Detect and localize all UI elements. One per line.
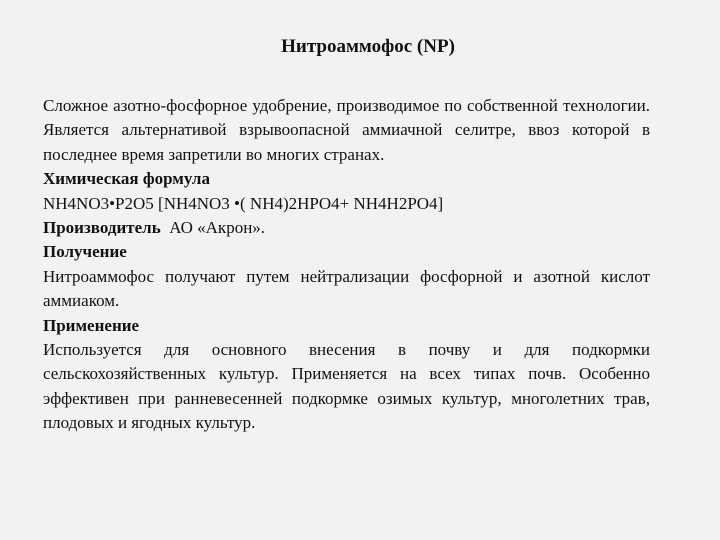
production-text: Нитроаммофос получают путем нейтрализации фосфорной и азотной кислот аммиаком. [43, 266, 650, 311]
usage-heading: Применение [43, 315, 140, 335]
producer-text: АО «Акрон». [169, 218, 266, 238]
intro-paragraph: Сложное азотно-фосфорное удобрение, производимое по собственной технологии. Является альтернативой взрывоопасной аммиачной селитре, ввоз которой в последнее время запретили во многих странах. [43, 96, 650, 164]
usage-text: Используется для основного внесения в почву и для подкормки сельскохозяйственных культур. Применяется на всех типах почв. Особенно эффективен при ранневесенней подкормке озимых культур, многолетних трав, плодовых и ягодных культур. [43, 340, 650, 433]
formula-heading: Химическая формула [43, 169, 210, 189]
producer-line [43, 216, 650, 240]
slide-title: Нитроаммофос (NP) [281, 36, 455, 57]
formula-text: NH4NO3•P2O5 [NH4NO3 •( NH4)2HPO4+ NH4H2PO4] [43, 193, 444, 213]
production-heading: Получение [43, 242, 127, 262]
slide-body [43, 94, 650, 436]
producer-heading: Производитель [43, 218, 161, 238]
